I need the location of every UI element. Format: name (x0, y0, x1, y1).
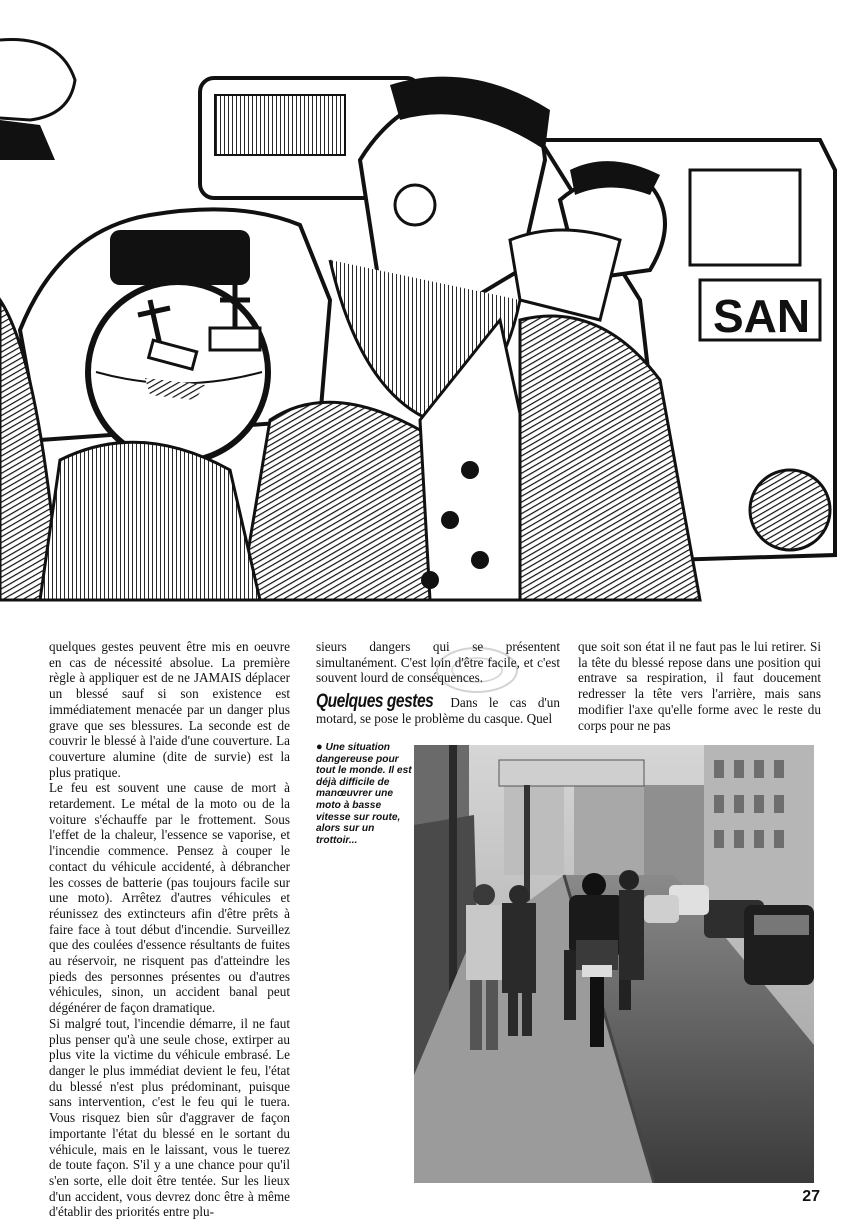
article-column-3 (578, 639, 821, 733)
comic-drawing (0, 0, 864, 610)
paragraph: quelques gestes peuvent être mis en oeuvre en cas de nécessité absolue. La première règle à appliquer est de ne JAMAIS déplacer un blessé sauf si son existence est immédiatement menacée par un danger plus grave que ses blessures. La seconde est de couvrir le blessé à l'aide d'une couverture. La couverture alumine (dite de survie) est la plus pratique. (49, 639, 290, 780)
paragraph: que soit son état il ne faut pas le lui retirer. Si la tête du blessé repose dans une position qui entrave sa respiration, il faut doucement redresser la tête vers l'arrière, mais sans modifier l'axe qu'elle forme avec le reste du corps pour ne pas (578, 639, 821, 733)
paragraph-text: Dans le cas d'un motard, se pose le problème du casque. Quel (316, 695, 560, 726)
stamp-watermark (430, 640, 525, 700)
street-photo-image (414, 745, 814, 1183)
page-number: 27 (802, 1188, 820, 1205)
caption-bullet: ● (316, 741, 323, 753)
comic-illustration (0, 0, 864, 610)
paragraph: Le feu est souvent une cause de mort à retardement. Le métal de la moto ou de la voiture s'échauffe par le frottement. Sous l'effet de la chaleur, l'essence se vaporise, et l'incendie commence. Pensez à couper le contact du véhicule accidenté, à débrancher les cosses de batterie (pas toujours facile sur une moto). Arrêtez d'autres véhicules et réunissez des extincteurs afin d'être prêts à faire face à tout début d'incendie. Surveillez que des coulées d'essence résultants de fuites au réservoir, ne risquent pas d'atteindre les pieds des personnes présentes ou d'autres véhicules, sinon, un accident banal peut dégénérer de façon dramatique. (49, 780, 290, 1016)
caption-text: Une situation dangereuse pour tout le monde. Il est déjà difficile de manœuvrer une moto à basse vitesse sur route, alors sur un trottoir... (316, 742, 412, 846)
photo-caption (316, 742, 412, 846)
paragraph: Si malgré tout, l'incendie démarre, il ne faut plus penser qu'à une seule chose, extirper au plus vite la victime du véhicule embrasé. Le danger le plus immédiat devient le feu, l'état du blessé n'est plus prédominant, puisque sans intervention, c'est le feu qui le tuera. Vous risquez bien sûr d'aggraver de façon importante l'état du blessé en le sortant du véhicule, mais en le laissant, vous le tuerez de toute façon. S'il y a une chance pour qu'il s'en sorte, elle doit être tentée. Sur les lieux d'un accident, vous devrez donc être à même d'établir des priorités entre plu- (49, 1015, 290, 1220)
ambulance-sign: SAN (713, 290, 811, 342)
paragraph: sieurs dangers qui se présentent simultanément. C'est loin d'être facile, et c'est souvent lourd de conséquences. (316, 639, 560, 686)
article-column-1 (49, 639, 290, 1220)
street-photo (414, 745, 814, 1183)
section-subheading: Quelques gestes (316, 691, 434, 713)
